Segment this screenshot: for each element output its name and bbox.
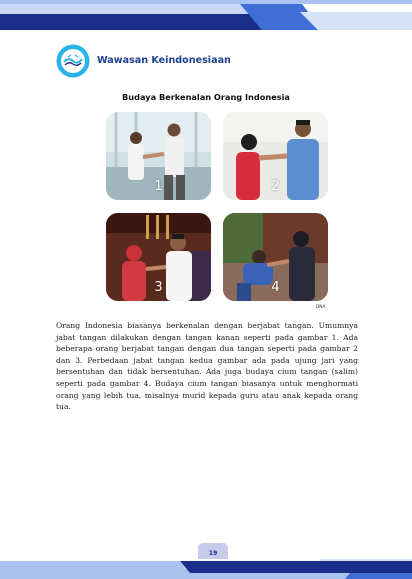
body-paragraph: Orang Indonesia biasanya berkenalan dengan berjabat tangan. Umumnya jabat tangan dilakukan dengan tangan kanan seperti pada gambar 1. Ada beberapa orang berjabat tangan dengan dua tangan seperti pada gambar 2 dan 3. Perbedaan jabat tangan kedua gambar ada pada ujung jari yang bersentuhan dan tidak bersentuhan. Ada juga budaya cium tangan (salim) seperti pada gambar 4. Budaya cium tangan biasanya untuk menghormati orang yang lebih tua, misalnya murid kepada guru atau anak kepada orang tua. [56,321,358,412]
photo-fingertip-greeting [106,213,211,301]
section-title: Wawasan Keindonesiaan [97,55,231,66]
photo-number: 2 [271,179,280,194]
page-number: 19 [198,543,228,565]
top-decorative-band [0,0,412,34]
hands-wave-icon [56,44,90,78]
photo-credit: DNA [316,305,326,310]
page-heading: Budaya Berkenalan Orang Indonesia [122,92,290,102]
photo-number: 1 [154,179,163,194]
bottom-decorative-band [0,559,412,579]
photo-number: 4 [271,280,280,295]
photo-number: 3 [154,280,163,295]
photo-salim [223,213,328,301]
photo-handshake [106,112,211,200]
photo-two-hand-shake [223,112,328,200]
